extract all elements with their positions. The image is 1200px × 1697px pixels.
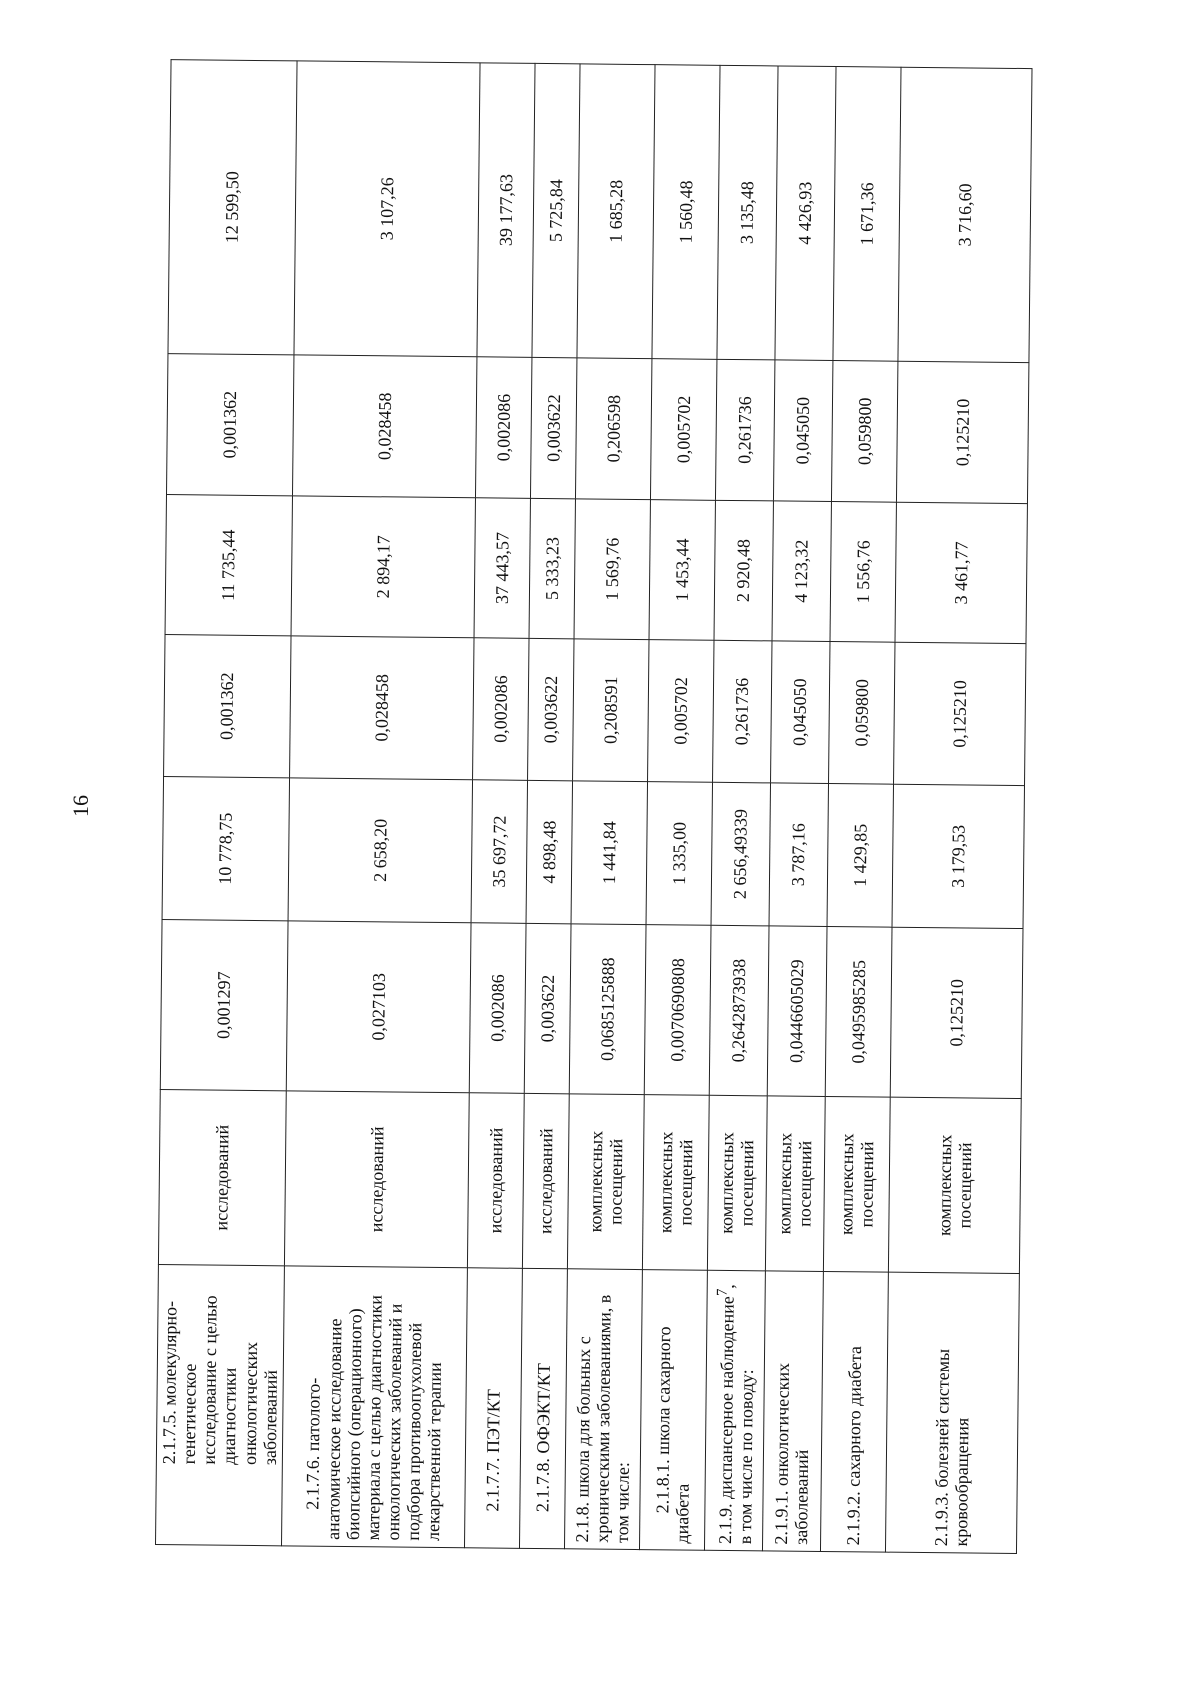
row-name: 2.1.9.1. онкологических заболеваний: [762, 1271, 823, 1552]
value-cell: 3 787,16: [769, 783, 828, 927]
value-cell: 0,001297: [160, 920, 288, 1091]
value-cell: 0,005702: [647, 640, 713, 783]
row-name: 2.1.7.5. молекулярно-генетическое исследование с целью диагностики онкологических заболеваний: [156, 1265, 285, 1546]
value-cell: 0,028458: [289, 636, 473, 780]
row-unit: исследований: [284, 1091, 469, 1268]
value-cell: 0,059800: [828, 642, 894, 785]
value-cell: 0,0070690808: [644, 925, 711, 1096]
value-cell: 0,0446605029: [767, 926, 827, 1097]
value-cell: 1 560,48: [652, 65, 720, 360]
value-cell: 1 556,76: [830, 502, 896, 643]
value-cell: 5 725,84: [532, 63, 580, 357]
value-cell: 1 569,76: [574, 499, 650, 640]
value-cell: 1 441,84: [571, 781, 647, 925]
row-unit: исследований: [467, 1093, 524, 1269]
row-name: [704, 1270, 765, 1551]
value-cell: 0,003622: [527, 638, 573, 780]
row-name: 2.1.9.3. болезней системы кровообращения: [885, 1272, 1019, 1553]
value-cell: 0,001362: [167, 354, 294, 496]
value-cell: 2 656,49339: [711, 782, 770, 926]
value-cell: 0,003622: [524, 923, 571, 1093]
value-cell: 4 426,93: [775, 66, 836, 361]
value-cell: 0,261736: [715, 359, 774, 501]
value-cell: 0,002086: [472, 638, 528, 781]
value-cell: 10 778,75: [162, 777, 289, 921]
table-row: [885, 67, 1032, 1553]
standards-table: [155, 59, 1032, 1554]
value-cell: 0,2642873938: [709, 925, 769, 1096]
row-name: 2.1.7.7. ПЭТ/КТ: [464, 1268, 522, 1549]
row-unit: комплексных посещений: [823, 1096, 890, 1272]
value-cell: 5 333,23: [529, 498, 575, 638]
value-cell: 3 135,48: [717, 65, 778, 360]
row-name-text: 2.1.9. диспансерное наблюдение: [714, 1296, 738, 1545]
value-cell: 1 453,44: [649, 500, 715, 641]
value-cell: 35 697,72: [471, 780, 527, 924]
value-cell: 0,125210: [896, 361, 1028, 503]
value-cell: 0,125210: [893, 642, 1025, 785]
value-cell: 39 177,63: [477, 63, 535, 358]
value-cell: 3 107,26: [294, 61, 480, 357]
value-cell: 0,208591: [572, 639, 648, 782]
value-cell: 1 429,85: [827, 784, 893, 928]
row-unit: комплексных посещений: [642, 1095, 709, 1271]
value-cell: 0,0495985285: [825, 927, 892, 1098]
row-name: 2.1.7.6. патолого-анатомическое исследование биопсийного (операционного) материала с целью диагностики онкологических заболеваний и подбора противоопухолевой лекарственной терапии: [281, 1266, 467, 1548]
value-cell: 0,005702: [650, 359, 716, 501]
row-unit: исследований: [522, 1093, 569, 1268]
row-unit: комплексных посещений: [765, 1096, 825, 1272]
value-cell: 11 735,44: [165, 495, 292, 636]
table-row: [156, 60, 297, 1546]
rotated-table-container: [155, 60, 986, 1553]
row-unit: комплексных посещений: [707, 1095, 767, 1271]
value-cell: 4 123,32: [772, 501, 831, 642]
value-cell: 1 685,28: [577, 64, 655, 359]
table-row: [281, 61, 480, 1548]
value-cell: 1 671,36: [833, 67, 901, 362]
page-number: 16: [68, 795, 93, 817]
value-cell: 0,206598: [575, 358, 651, 500]
footnote-mark: 7: [714, 1288, 731, 1297]
value-cell: 0,045050: [770, 641, 829, 784]
value-cell: 12 599,50: [168, 60, 297, 355]
value-cell: 0,125210: [890, 927, 1023, 1098]
row-name: 2.1.9.2. сахарного диабета: [820, 1271, 888, 1552]
value-cell: 0,045050: [773, 360, 832, 502]
value-cell: 0,003622: [530, 357, 576, 498]
value-cell: 0,002086: [469, 923, 526, 1094]
value-cell: 2 658,20: [288, 778, 472, 923]
row-name: 2.1.8. школа для больных с хроническими заболеваниями, в том числе:: [564, 1269, 642, 1550]
value-cell: 0,001362: [164, 635, 291, 778]
value-cell: 4 898,48: [526, 780, 572, 923]
row-name: 2.1.7.8. ОФЭКТ/КТ: [519, 1268, 567, 1548]
row-name: 2.1.8.1. школа сахарного диабета: [639, 1270, 707, 1551]
value-cell: 0,028458: [292, 355, 476, 498]
row-unit: исследований: [158, 1090, 286, 1266]
value-cell: 0,261736: [712, 640, 771, 783]
row-name-tail: , в том числе по поводу:: [717, 1284, 757, 1545]
row-unit: комплексных посещений: [888, 1097, 1021, 1273]
value-cell: 1 335,00: [646, 782, 712, 926]
value-cell: 3 179,53: [892, 784, 1024, 928]
value-cell: 2 920,48: [714, 500, 773, 641]
value-cell: 0,0685125888: [569, 924, 646, 1095]
row-unit: комплексных посещений: [567, 1094, 644, 1270]
value-cell: 0,059800: [831, 361, 897, 503]
value-cell: 0,002086: [475, 357, 531, 499]
value-cell: 37 443,57: [474, 498, 530, 639]
value-cell: 3 716,60: [898, 67, 1032, 362]
value-cell: 0,027103: [286, 921, 471, 1093]
value-cell: 2 894,17: [291, 496, 475, 638]
value-cell: 3 461,77: [895, 502, 1027, 643]
